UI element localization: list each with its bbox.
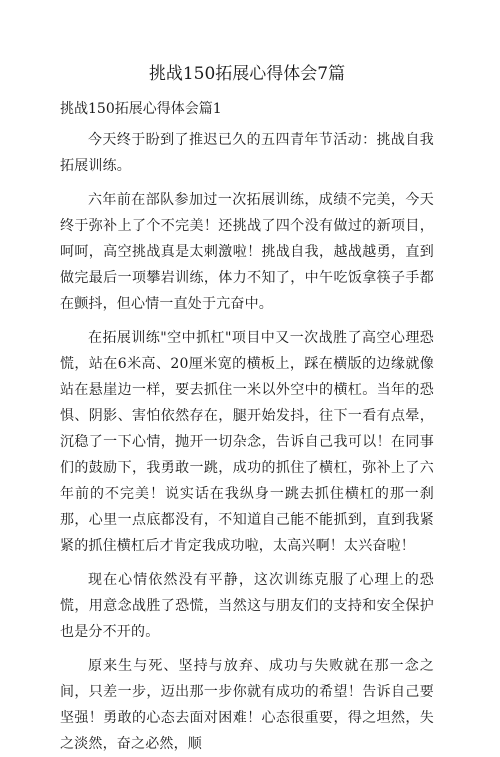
document-subtitle: 挑战150拓展心得体会篇1 <box>60 101 222 117</box>
paragraph-5: 原来生与死、坚持与放弃、成功与失败就在那一念之间，只差一步，迈出那一步你就有成功的希望！告诉自己要坚强！勇敢的心态去面对困难！心态很重要，得之坦然，失之淡然，奋之必然，顺 <box>60 658 434 752</box>
paragraph-1: 今天终于盼到了推迟已久的五四青年节活动：挑战自我拓展训练。 <box>60 132 434 174</box>
paragraph-3: 在拓展训练"空中抓杠"项目中又一次战胜了高空心理恐慌，站在6米高、20厘米宽的横板上，踩在横版的边缘就像站在悬崖边一样，要去抓住一米以外空中的横杠。当年的恐惧、阴影、害怕依然存在，腿开始发抖，往下一看有点晕，沉稳了一下心情，抛开一切杂念，告诉自己我可以！在同事们的鼓励下，我勇敢一跳，成功的抓住了横杠，弥补上了六年前的不完美！说实话在我纵身一跳去抓住横杠的那一刹那，心里一点底都没有，不知道自己能不能抓到，直到我紧紧的抓住横杠后才肯定我成功啦，太高兴啊！太兴奋啦！ <box>60 330 434 554</box>
document-title: 挑战150拓展心得体会7篇 <box>148 64 346 84</box>
paragraph-4: 现在心情依然没有平静，这次训练克服了心理上的恐慌，用意念战胜了恐慌，当然这与朋友们的支持和安全保护也是分不开的。 <box>60 572 434 640</box>
paragraph-2: 六年前在部队参加过一次拓展训练，成绩不完美，今天终于弥补上了个不完美！还挑战了四个没有做过的新项目，呵呵，高空挑战真是太刺激啦！挑战自我，越战越勇，直到做完最后一项攀岩训练，体力不知了，中午吃饭拿筷子手都在颤抖，但心情一直处于亢奋中。 <box>60 192 434 312</box>
